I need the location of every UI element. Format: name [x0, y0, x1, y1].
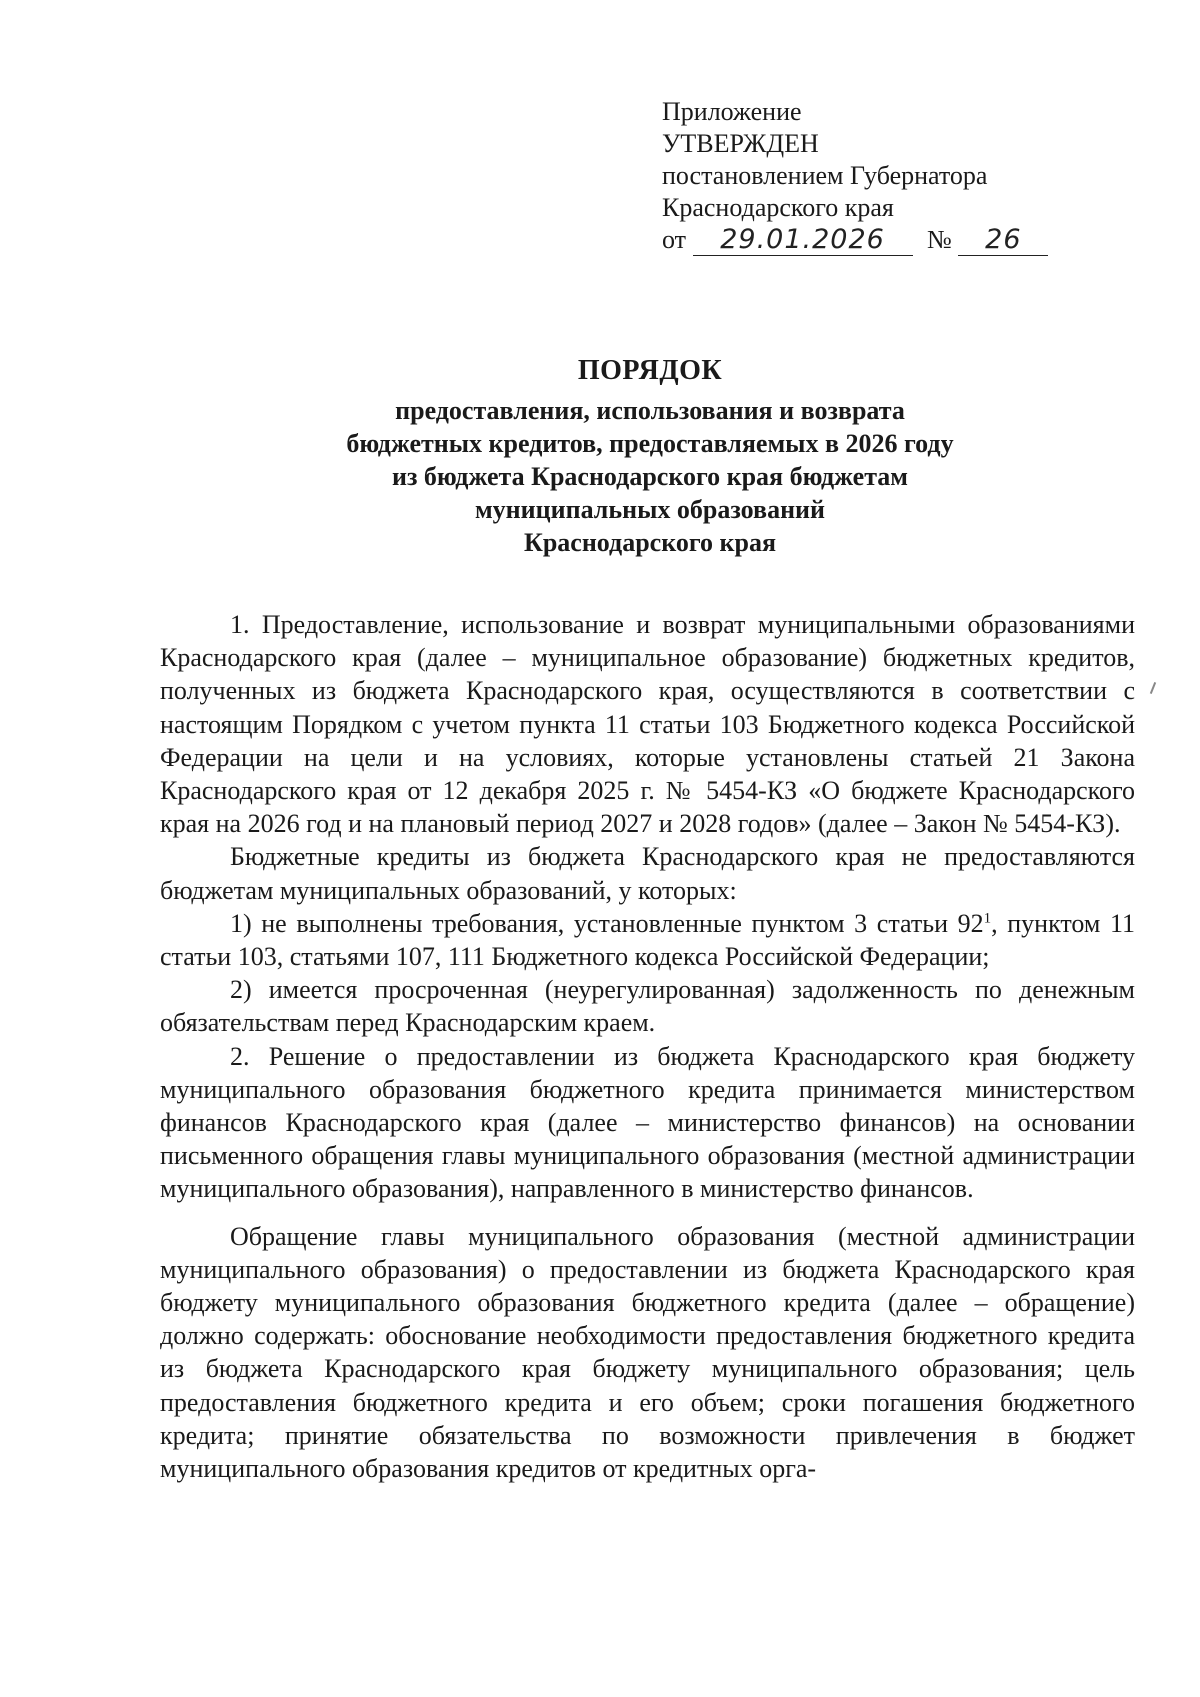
paragraph-3-text-a: 1) не выполнены требования, установленные пунктом 3 статьи 92 [230, 908, 984, 938]
paragraph-3 [160, 907, 1135, 973]
approved-region-line: Краснодарского края [662, 193, 894, 222]
paragraph-5: 2. Решение о предоставлении из бюджета Краснодарского края бюджету муниципального образования бюджетного кредита принимается министерством финансов Краснодарского края (далее – министерство финансов) на основании письменного обращения главы муниципального образования (местной администрации муниципального образования), направленного в министерство финансов. [160, 1041, 1135, 1204]
title-line-4: муниципальных образований [474, 495, 826, 524]
date-prefix: от [662, 225, 687, 254]
paragraph-3-superscript: 1 [983, 910, 992, 927]
handwritten-number: 26 [958, 225, 1048, 256]
title-main: ПОРЯДОК [577, 355, 723, 386]
title-line-5: Краснодарского края [523, 528, 777, 557]
number-prefix: № [927, 225, 952, 254]
approval-block [662, 96, 1082, 256]
paragraph-4: 2) имеется просроченная (неурегулированная) задолженность по денежным обязательствам перед Краснодарским краем. [160, 975, 1135, 1038]
paragraph-2: Бюджетные кредиты из бюджета Краснодарского края не предоставляются бюджетам муниципальных образований, у которых: [160, 842, 1135, 905]
margin-stray-mark [1150, 682, 1156, 694]
document-title [160, 354, 1140, 559]
document-body [160, 608, 1135, 1485]
appendix-label: Приложение [662, 97, 802, 126]
handwritten-date: 29.01.2026 [693, 225, 913, 256]
title-line-3: из бюджета Краснодарского края бюджетам [391, 462, 909, 491]
title-line-2: бюджетных кредитов, предоставляемых в 2026 году [346, 429, 954, 458]
paragraph-1: 1. Предоставление, использование и возврат муниципальными образованиями Краснодарского края (далее – муниципальное образование) бюджетных кредитов, полученных из бюджета Краснодарского края, осуществляются в соответствии с настоящим Порядком с учетом пункта 11 статьи 103 Бюджетного кодекса Российской Федерации на цели и на условиях, которые установлены статьей 21 Закона Краснодарского края от 12 декабря 2025 г. № 5454-КЗ «О бюджете Краснодарского края на 2026 год и на плановый период 2027 и 2028 годов» (далее – Закон № 5454-КЗ). [160, 610, 1135, 839]
approved-label: УТВЕРЖДЕН [662, 129, 819, 158]
paragraph-6: Обращение главы муниципального образования (местной администрации муниципального образования) о предоставлении из бюджета Краснодарского края бюджету муниципального образования бюджетного кредита (далее – обращение) должно содержать: обоснование необходимости предоставления бюджетного кредита из бюджета Краснодарского края бюджету муниципального образования; цель предоставления бюджетного кредита и его объем; сроки погашения бюджетного кредита; принятие обязательства по возможности привлечения в бюджет муниципального образования кредитов от кредитных орга- [160, 1221, 1135, 1484]
decree-date-line [662, 224, 1082, 256]
approved-by-line: постановлением Губернатора [662, 161, 988, 190]
paragraph-3-text-b: , пунктом 11 статьи 103, статьями 107, 111 Бюджетного кодекса Российской Федерации; [160, 908, 1135, 972]
title-line-1: предоставления, использования и возврата [395, 396, 905, 425]
